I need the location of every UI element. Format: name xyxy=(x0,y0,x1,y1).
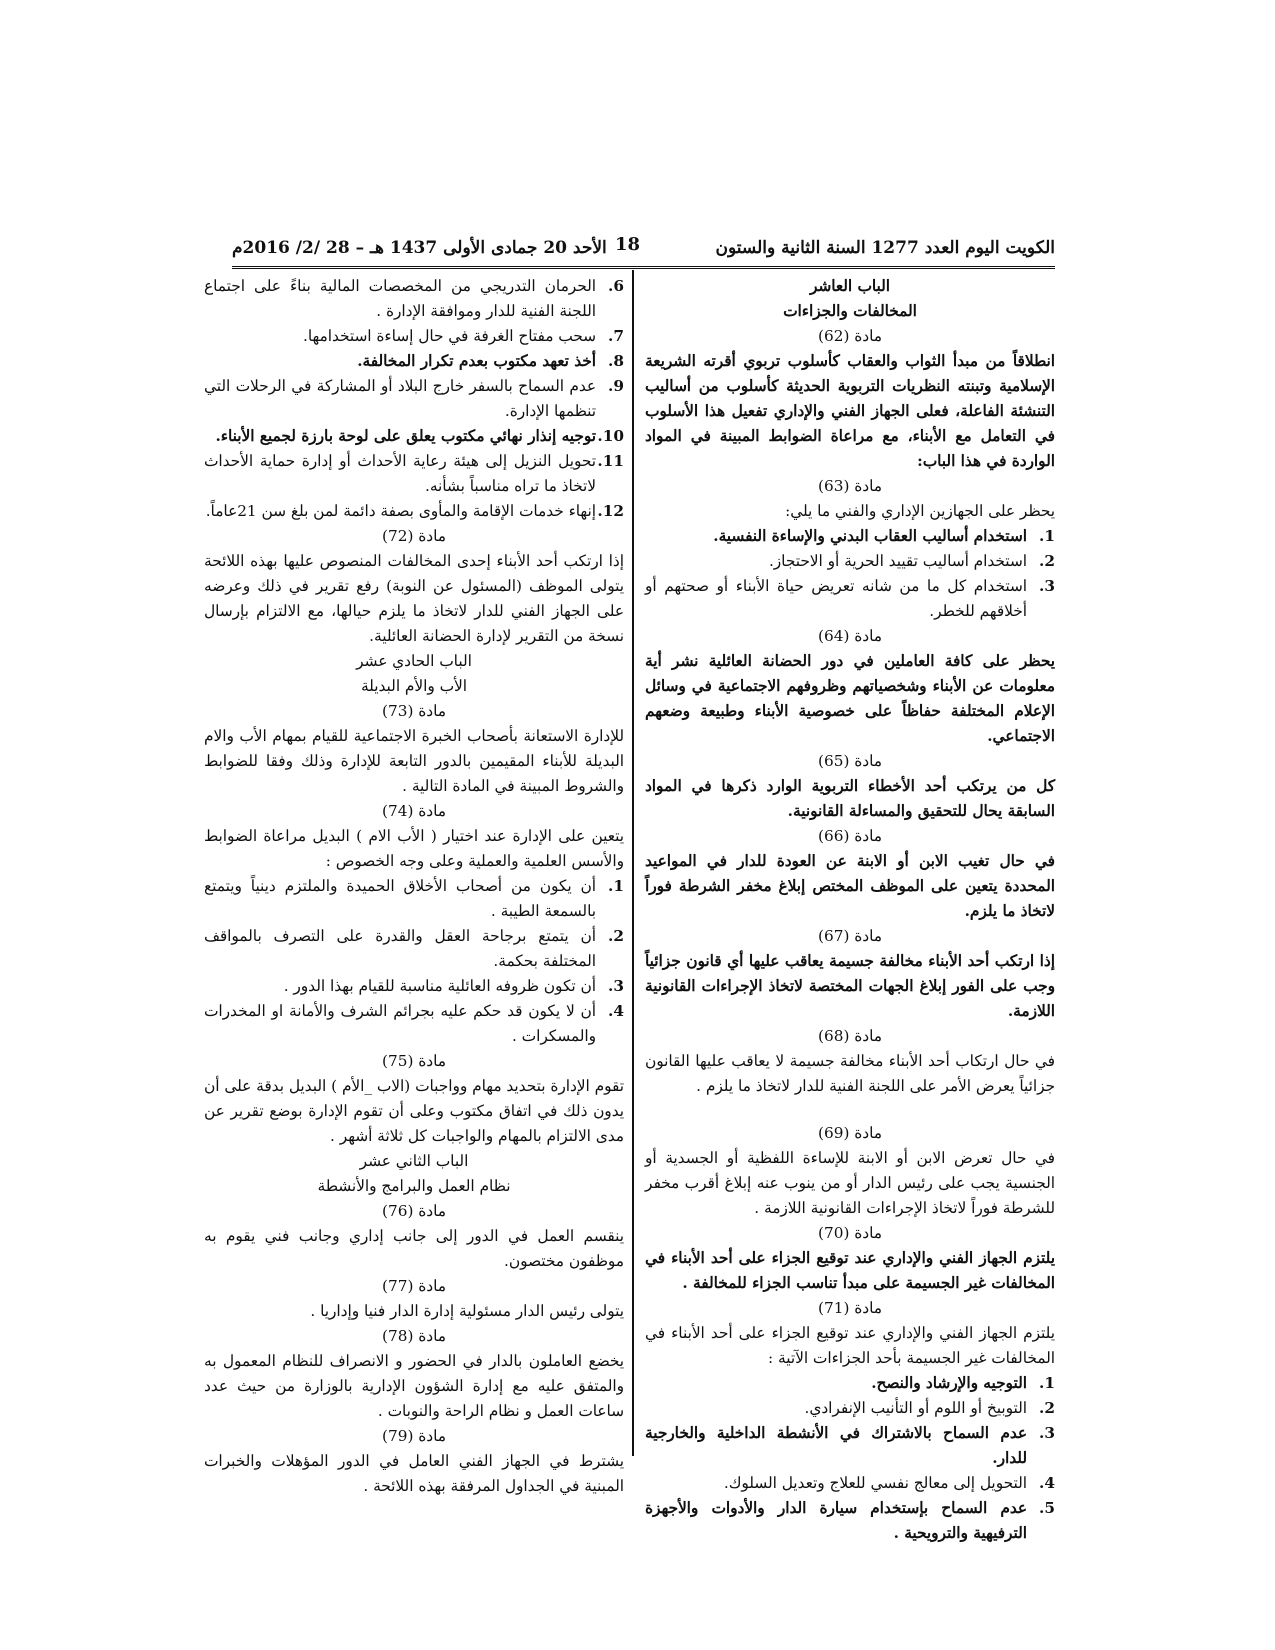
list-text: عدم السماح بإستخدام سيارة الدار والأدوات والأجهزة الترفيهية والترويحية . xyxy=(645,1499,1027,1542)
article-title: مادة (75) xyxy=(382,1052,446,1070)
header-issue: الكويت اليوم العدد 1277 السنة الثانية والستون xyxy=(715,238,1055,258)
article-text: يتولى رئيس الدار مسئولية إدارة الدار فنيا وإداريا . xyxy=(310,1302,624,1320)
chapter-subtitle: الأب والأم البديلة xyxy=(360,677,467,695)
article-title: مادة (67) xyxy=(818,927,882,945)
article-title: مادة (63) xyxy=(818,477,882,495)
article-text: يخضع العاملون بالدار في الحضور و الانصراف للنظام المعمول به والمتفق عليه مع إدارة الشؤون الإدارية بالوزارة من حيث عدد ساعات العمل و نظام الراحة والنوبات . xyxy=(204,1352,624,1420)
list-text: أن لا يكون قد حكم عليه بجرائم الشرف والأمانة او المخدرات والمسكرات . xyxy=(204,1002,596,1045)
article-title: مادة (69) xyxy=(818,1124,882,1142)
list-item xyxy=(645,1371,1055,1396)
spacer xyxy=(645,1099,1055,1121)
list-number: 5. xyxy=(1039,1499,1055,1517)
article-title: مادة (72) xyxy=(382,527,446,545)
article-text: في حال ارتكاب أحد الأبناء مخالفة جسيمة لا يعاقب عليها القانون جزائياً يعرض الأمر على اللجنة الفنية للدار لاتخاذ ما يلزم . xyxy=(645,1052,1055,1095)
list-text: إنهاء خدمات الإقامة والمأوى بصفة دائمة لمن بلغ سن 21عاماً. xyxy=(205,502,596,520)
list-text: الحرمان التدريجي من المخصصات المالية بناءً على اجتماع اللجنة الفنية للدار وموافقة الإدارة . xyxy=(204,277,596,320)
header-rule xyxy=(232,266,1055,269)
list-number: 2. xyxy=(1039,1399,1055,1417)
list-item xyxy=(204,874,624,924)
article-title: مادة (79) xyxy=(382,1427,446,1445)
list-text: استخدام أساليب العقاب البدني والإساءة النفسية. xyxy=(713,527,1027,545)
list-item xyxy=(204,999,624,1049)
article-title: مادة (64) xyxy=(818,627,882,645)
list-text: أن تكون ظروفه العائلية مناسبة للقيام بهذا الدور . xyxy=(283,977,596,995)
article-text: ينقسم العمل في الدور إلى جانب إداري وجانب فني يقوم به موظفون مختصون. xyxy=(204,1227,624,1270)
list-number: 4. xyxy=(608,1002,624,1020)
list-number: 1. xyxy=(1039,527,1055,545)
list-text: التحويل إلى معالج نفسي للعلاج وتعديل السلوك. xyxy=(723,1474,1027,1492)
list-text: استخدام أساليب تقييد الحرية أو الاحتجاز. xyxy=(768,552,1027,570)
article-text: يتعين على الإدارة عند اختيار ( الأب الام ) البديل مراعاة الضوابط والأسس العلمية والعملية وعلى وجه الخصوص : xyxy=(204,827,624,870)
list-item xyxy=(204,499,624,524)
article-title: مادة (74) xyxy=(382,802,446,820)
list-text: أخذ تعهد مكتوب بعدم تكرار المخالفة. xyxy=(357,352,596,370)
list-text: أن يكون من أصحاب الأخلاق الحميدة والملتزم دينياً ويتمتع بالسمعة الطيبة . xyxy=(204,877,596,920)
chapter-subtitle: المخالفات والجزاءات xyxy=(783,302,917,320)
list-item xyxy=(645,549,1055,574)
list-text: توجيه إنذار نهائي مكتوب يعلق على لوحة بارزة لجميع الأبناء. xyxy=(215,427,596,445)
article-text: إذا ارتكب أحد الأبناء مخالفة جسيمة يعاقب عليها أي قانون جزائياً وجب على الفور إبلاغ الجهات المختصة لاتخاذ الإجراءات القانونية اللازمة. xyxy=(645,952,1055,1020)
list-number: 9. xyxy=(608,377,624,395)
article-text: إذا ارتكب أحد الأبناء إحدى المخالفات المنصوص عليها بهذه اللائحة يتولى الموظف (المسئول عن النوبة) رفع تقرير في ذلك وعرضه على الجهاز الفني للدار لاتخاذ ما يلزم حيالها، مع الالتزام بإرسال نسخة من التقرير لإدارة الحضانة العائلية. xyxy=(204,552,624,645)
chapter-title: الباب الثاني عشر xyxy=(359,1152,469,1170)
article-text: للإدارة الاستعانة بأصحاب الخبرة الاجتماعية للقيام بمهام الأب والام البديلة للأبناء المقيمين بالدور التابعة للإدارة وذلك وفقا للضوابط والشروط المبينة في المادة التالية . xyxy=(204,727,624,795)
list-text: التوجيه والإرشاد والنصح. xyxy=(871,1374,1027,1392)
list-text: تحويل النزيل إلى هيئة رعاية الأحداث أو إدارة حماية الأحداث لاتخاذ ما تراه مناسباً بشأنه. xyxy=(204,452,596,495)
article-text: تقوم الإدارة بتحديد مهام وواجبات (الاب _الأم ) البديل بدقة على أن يدون ذلك في اتفاق مكتوب وعلى أن تقوم الإدارة بوضع تقرير عن مدى الالتزام بالمهام والواجبات كل ثلاثة أشهر . xyxy=(204,1077,624,1145)
list-number: 3. xyxy=(1039,1424,1055,1442)
list-item xyxy=(204,349,624,374)
header-date: الأحد 20 جمادى الأولى 1437 هـ – 28 /2/ 2016م xyxy=(232,238,607,258)
page-header xyxy=(232,234,1055,262)
right-column xyxy=(645,274,1055,1546)
article-title: مادة (68) xyxy=(818,1027,882,1045)
list-text: التوبيخ أو اللوم أو التأنيب الإنفرادي. xyxy=(804,1399,1027,1417)
list-number: 12. xyxy=(597,502,624,520)
list-number: 6. xyxy=(608,277,624,295)
article-title: مادة (71) xyxy=(818,1299,882,1317)
chapter-subtitle: نظام العمل والبرامج والأنشطة xyxy=(317,1177,511,1195)
article-text: في حال تعرض الابن أو الابنة للإساءة اللفظية أو الجسدية أو الجنسية يجب على رئيس الدار أو من ينوب عنه إبلاغ أقرب مخفر للشرطة فوراً لاتخاذ الإجراءات القانونية اللازمة . xyxy=(645,1149,1055,1217)
article-text: كل من يرتكب أحد الأخطاء التربوية الوارد ذكرها في المواد السابقة يحال للتحقيق والمساءلة القانونية. xyxy=(645,777,1055,820)
list-number: 11. xyxy=(597,452,624,470)
chapter-title: الباب العاشر xyxy=(809,277,891,295)
list-text: أن يتمتع برجاحة العقل والقدرة على التصرف بالمواقف المختلفة بحكمة. xyxy=(204,927,596,970)
list-number: 8. xyxy=(608,352,624,370)
list-item xyxy=(204,324,624,349)
list-item xyxy=(645,574,1055,624)
article-title: مادة (62) xyxy=(818,327,882,345)
list-number: 4. xyxy=(1039,1474,1055,1492)
list-number: 7. xyxy=(608,327,624,345)
article-text: يشترط في الجهاز الفني العامل في الدور المؤهلات والخبرات المبنية في الجداول المرفقة بهذه اللائحة . xyxy=(204,1452,624,1495)
article-title: مادة (76) xyxy=(382,1202,446,1220)
list-number: 2. xyxy=(608,927,624,945)
article-title: مادة (65) xyxy=(818,752,882,770)
list-number: 1. xyxy=(1039,1374,1055,1392)
list-number: 10. xyxy=(597,427,624,445)
list-number: 2. xyxy=(1039,552,1055,570)
list-item xyxy=(645,524,1055,549)
article-text: انطلاقاً من مبدأ الثواب والعقاب كأسلوب تربوي أقرته الشريعة الإسلامية وتبنته النظريات التربوية الحديثة كأسلوب من أساليب التنشئة الفاعلة، فعلى الجهاز الفني والإداري تفعيل هذا الأسلوب في التعامل مع الأبناء، مع مراعاة الضوابط المبينة في المواد الواردة في هذا الباب: xyxy=(645,352,1055,470)
article-title: مادة (73) xyxy=(382,702,446,720)
list-text: عدم السماح بالاشتراك في الأنشطة الداخلية والخارجية للدار. xyxy=(645,1424,1027,1467)
article-text: يلتزم الجهاز الفني والإداري عند توقيع الجزاء على أحد الأبناء في المخالفات غير الجسيمة بأحد الجزاءات الآتية : xyxy=(645,1324,1055,1367)
article-title: مادة (70) xyxy=(818,1224,882,1242)
list-item xyxy=(645,1471,1055,1496)
left-column xyxy=(204,274,624,1499)
article-text: يحظر على الجهازين الإداري والفني ما يلي: xyxy=(785,502,1055,520)
list-item xyxy=(204,374,624,424)
list-item xyxy=(204,274,624,324)
article-text: يحظر على كافة العاملين في دور الحضانة العائلية نشر أية معلومات عن الأبناء وشخصياتهم وظروفهم الاجتماعية في وسائل الإعلام المختلفة حفاظاً على خصوصية الأبناء وطبيعة وضعهم الاجتماعي. xyxy=(645,652,1055,745)
list-item xyxy=(645,1421,1055,1471)
article-title: مادة (78) xyxy=(382,1327,446,1345)
article-text: في حال تغيب الابن أو الابنة عن العودة للدار في المواعيد المحددة يتعين على الموظف المختص إبلاغ مخفر الشرطة فوراً لاتخاذ ما يلزم. xyxy=(645,852,1055,920)
list-text: عدم السماح بالسفر خارج البلاد أو المشاركة في الرحلات التي تنظمها الإدارة. xyxy=(204,377,596,420)
list-item xyxy=(204,974,624,999)
list-item xyxy=(204,924,624,974)
list-text: استخدام كل ما من شانه تعريض حياة الأبناء أو صحتهم أو أخلاقهم للخطر. xyxy=(645,577,1027,620)
list-number: 1. xyxy=(608,877,624,895)
article-title: مادة (77) xyxy=(382,1277,446,1295)
list-number: 3. xyxy=(608,977,624,995)
article-text: يلتزم الجهاز الفني والإداري عند توقيع الجزاء على أحد الأبناء في المخالفات غير الجسيمة على مبدأ تناسب الجزاء للمخالفة . xyxy=(645,1249,1055,1292)
chapter-title: الباب الحادي عشر xyxy=(356,652,472,670)
list-item xyxy=(204,424,624,449)
list-item xyxy=(645,1396,1055,1421)
list-text: سحب مفتاح الغرفة في حال إساءة استخدامها. xyxy=(302,327,596,345)
list-item xyxy=(204,449,624,499)
header-page-number: 18 xyxy=(615,234,641,255)
list-item xyxy=(645,1496,1055,1546)
column-divider xyxy=(632,270,634,1456)
article-title: مادة (66) xyxy=(818,827,882,845)
list-number: 3. xyxy=(1039,577,1055,595)
